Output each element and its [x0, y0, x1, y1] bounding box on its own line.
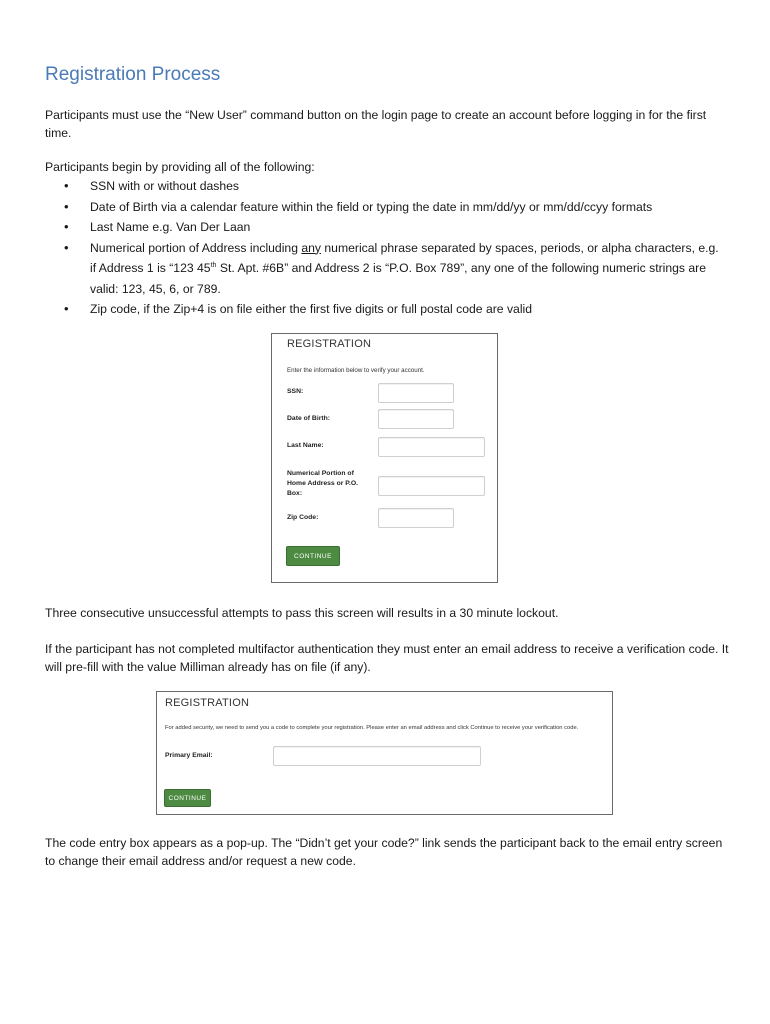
- address-input[interactable]: [378, 476, 485, 496]
- address-label-line-3: Box:: [287, 490, 303, 497]
- continue-button[interactable]: CONTINUE: [286, 546, 340, 566]
- address-text-2: numerical phrase separated by spaces, periods, or alpha characters, e.g. if Address 1 is “123 45: [90, 240, 719, 275]
- form-subtitle: For added security, we need to send you a code to complete your registration. Please enter an email address and click Continue to receive your verification code.: [165, 725, 579, 731]
- form-header: REGISTRATION: [165, 697, 250, 709]
- last-name-input[interactable]: [378, 437, 485, 457]
- registration-form-verify: [271, 333, 498, 583]
- ssn-input[interactable]: [378, 383, 454, 403]
- address-text-3: St. Apt. #6B” and Address 2 is “P.O. Box 789”, any one of the following numeric strings are valid: 123, 45, 6, or 789.: [90, 261, 707, 296]
- intro-paragraph: Participants must use the “New User” command button on the login page to create an account before logging in for the first time.: [45, 108, 707, 140]
- registration-form-email: [156, 691, 613, 815]
- requirements-list: [45, 176, 725, 320]
- list-item-ssn: • SSN with or without dashes: [45, 176, 725, 197]
- address-text-1: Numerical portion of Address including: [90, 240, 302, 255]
- list-item-zip: • Zip code, if the Zip+4 is on file either the first five digits or full postal code are valid: [45, 299, 725, 320]
- dob-label: Date of Birth:: [287, 415, 331, 422]
- address-label-line-2: Home Address or P.O.: [287, 480, 359, 487]
- email-label: Primary Email:: [165, 752, 213, 759]
- address-label-line-1: Numerical Portion of: [287, 470, 354, 477]
- address-label: [287, 469, 358, 499]
- zip-input[interactable]: [378, 508, 454, 528]
- mfa-paragraph: If the participant has not completed multifactor authentication they must enter an email address to receive a verification code. It will pre-fill with the value Milliman already has on file (if any).: [45, 642, 729, 674]
- last-name-label: Last Name:: [287, 442, 324, 449]
- zip-label: Zip Code:: [287, 514, 319, 521]
- continue-button[interactable]: CONTINUE: [164, 789, 211, 807]
- popup-paragraph: The code entry box appears as a pop-up. The “Didn’t get your code?” link sends the participant back to the email entry screen to change their email address and/or request a new code.: [45, 836, 723, 868]
- document-body: [45, 62, 725, 320]
- begin-paragraph: Participants begin by providing all of the following:: [45, 160, 315, 174]
- address-any-underlined: any: [301, 240, 322, 255]
- list-item-address: [45, 238, 725, 300]
- ssn-label: SSN:: [287, 388, 304, 395]
- form-header: REGISTRATION: [287, 338, 372, 350]
- page-title: Registration Process: [45, 64, 221, 85]
- dob-input[interactable]: [378, 409, 454, 429]
- list-item-dob: • Date of Birth via a calendar feature within the field or typing the date in mm/dd/yy or mm/dd/ccyy formats: [45, 197, 725, 218]
- list-item-last-name: • Last Name e.g. Van Der Laan: [45, 217, 725, 238]
- form-subtitle: Enter the information below to verify your account.: [287, 367, 425, 374]
- lockout-paragraph: Three consecutive unsuccessful attempts to pass this screen will results in a 30 minute lockout.: [45, 606, 559, 620]
- email-input[interactable]: [273, 746, 481, 766]
- address-superscript: th: [210, 261, 217, 269]
